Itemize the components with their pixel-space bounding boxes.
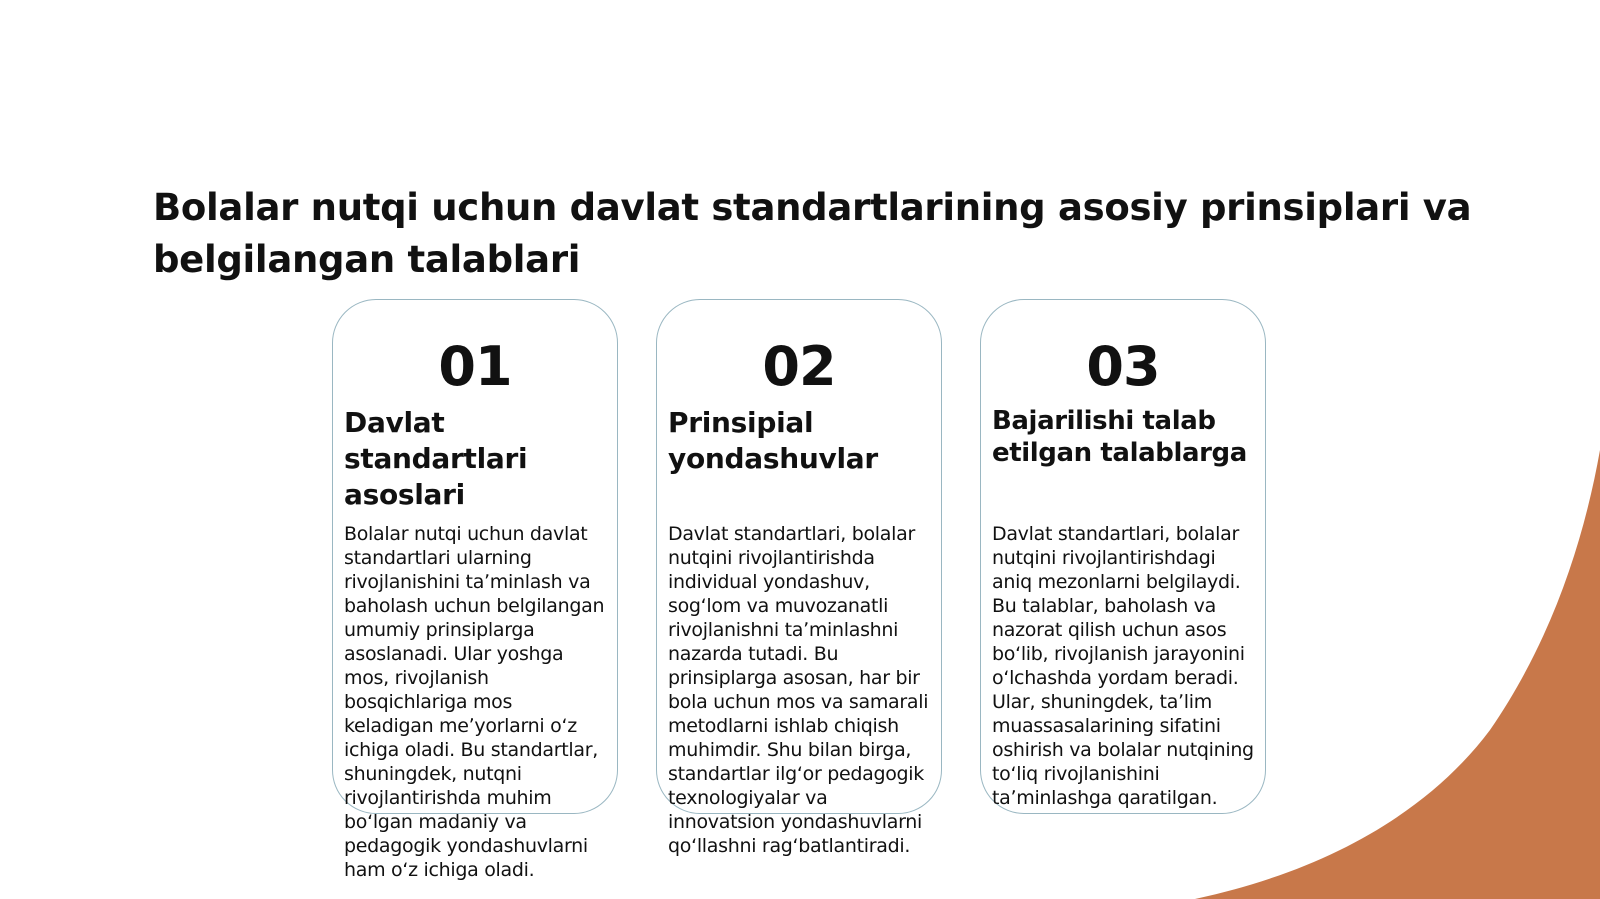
card-2-heading: Prinsipial yondashuvlar [668, 406, 878, 475]
card-2 [668, 335, 930, 477]
card-3-number: 03 [1086, 335, 1160, 398]
card-2-body: Davlat standartlari, bolalar nutqini rivojlantirishda individual yondashuv, sogʻlom va muvozanatli rivojlanishni taʼminlashni nazarda tutadi. Bu prinsiplarga asosan, har bir bola uchun mos va samarali metodlarni ishlab chiqish muhimdir. Shu bilan birga, standartlar ilgʻor pedagogik texnologiyalar va innovatsion yondashuvlarni qoʻllashni ragʻbatlantiradi. [668, 523, 929, 857]
card-1 [344, 335, 606, 513]
slide-title: Bolalar nutqi uchun davlat standartlarining asosiy prinsiplari va belgilangan talablari [153, 186, 1472, 281]
card-3 [992, 335, 1254, 469]
card-1-body: Bolalar nutqi uchun davlat standartlari ularning rivojlanishini taʼminlash va baholash uchun belgilangan umumiy prinsiplarga asoslanadi. Ular yoshga mos, rivojlanish bosqichlariga mos keladigan meʼyorlarni oʻz ichiga oladi. Bu standartlar, shuningdek, nutqni rivojlantirishda muhim boʻlgan madaniy va pedagogik yondashuvlarni ham oʻz ichiga oladi. [344, 523, 605, 881]
card-3-heading: Bajarilishi talab etilgan talablarga [992, 406, 1247, 468]
card-1-heading: Davlat standartlari asoslari [344, 406, 528, 511]
card-2-number: 02 [762, 335, 836, 398]
card-1-number: 01 [438, 335, 512, 398]
card-3-body: Davlat standartlari, bolalar nutqini rivojlantirishdagi aniq mezonlarni belgilaydi. Bu talablar, baholash va nazorat qilish uchun asos boʻlib, rivojlanish jarayonini oʻlchashda yordam beradi. Ular, shuningdek, taʼlim muassasalarining sifatini oshirish va bolalar nutqining toʻliq rivojlanishini taʼminlashga qaratilgan. [992, 523, 1254, 809]
